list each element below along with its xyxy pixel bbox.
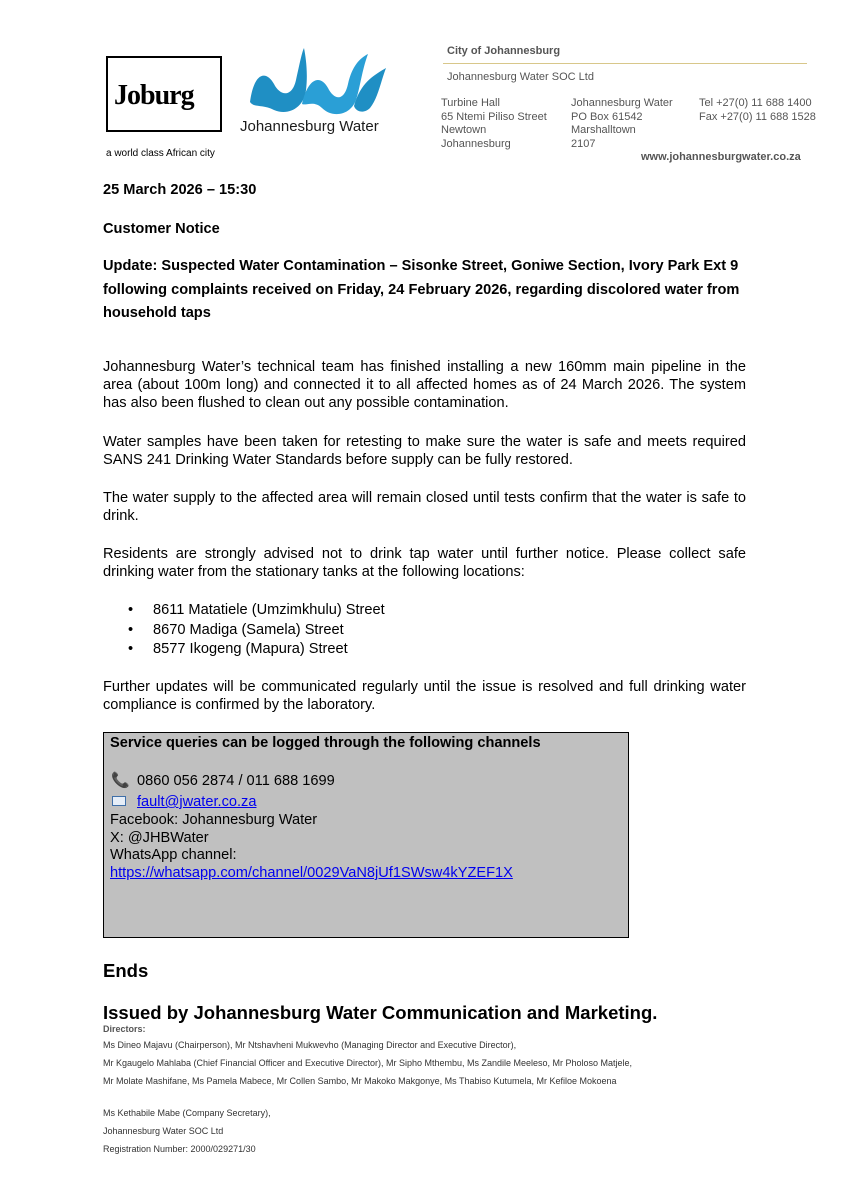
directors-line: Mr Molate Mashifane, Ms Pamela Mabece, Mr Collen Sambo, Mr Makoko Makgonye, Ms Thabiso Kutumela, Mr Kefiloe Mokoena <box>103 1076 617 1086</box>
service-x: X: @JHBWater <box>110 830 209 846</box>
footer-company: Johannesburg Water SOC Ltd <box>103 1126 224 1136</box>
service-facebook: Facebook: Johannesburg Water <box>110 812 318 828</box>
header-company: Johannesburg Water SOC Ltd <box>447 71 594 83</box>
service-whatsapp-link[interactable]: https://whatsapp.com/channel/0029VaN8jUf1SWsw4kYZEF1X <box>110 865 513 881</box>
header-address-street: Turbine Hall 65 Ntemi Piliso Street Newtown Johannesburg <box>441 97 547 150</box>
email-icon <box>112 796 126 806</box>
company-secretary: Ms Kethabile Mabe (Company Secretary), <box>103 1108 271 1118</box>
service-queries-title: Service queries can be logged through the following channels <box>110 735 541 751</box>
notice-issued-by: Issued by Johannesburg Water Communication and Marketing. <box>103 1002 658 1023</box>
service-phone: 0860 056 2874 / 011 688 1699 <box>137 773 335 789</box>
list-item: • 8577 Ikogeng (Mapura) Street <box>103 640 385 660</box>
header-city: City of Johannesburg <box>447 45 561 57</box>
notice-datetime: 25 March 2026 – 15:30 <box>103 182 257 198</box>
service-email-link[interactable]: fault@jwater.co.za <box>137 794 257 810</box>
service-whatsapp-label: WhatsApp channel: <box>110 847 237 863</box>
johannesburg-water-logo-name: Johannesburg Water <box>240 118 379 135</box>
directors-line: Ms Dineo Majavu (Chairperson), Mr Ntshavheni Mukwevho (Managing Director and Executive Director), <box>103 1040 517 1050</box>
header-divider <box>443 63 807 64</box>
header-website: www.johannesburgwater.co.za <box>641 151 801 163</box>
notice-paragraph: Water samples have been taken for retesting to make sure the water is safe and meets required SANS 241 Drinking Water Standards before supply can be fully restored. <box>103 434 746 468</box>
directors-title: Directors: <box>103 1024 146 1034</box>
notice-paragraph: Johannesburg Water’s technical team has finished installing a new 160mm main pipeline in the area (about 100m long) and connected it to all affected homes as of 24 March 2026. The system has also been flushed to clean out any possible contamination. <box>103 359 746 411</box>
notice-type: Customer Notice <box>103 221 220 237</box>
directors-line: Mr Kgaugelo Mahlaba (Chief Financial Officer and Executive Director), Mr Sipho Mthembu, Ms Zandile Meeleso, Mr Pholoso Matjele, <box>103 1058 633 1068</box>
notice-closing: Further updates will be communicated regularly until the issue is resolved and full drinking water compliance is confirmed by the laboratory. <box>103 679 746 713</box>
list-item: • 8611 Matatiele (Umzimkhulu) Street <box>103 601 385 621</box>
joburg-tagline: a world class African city <box>106 148 215 159</box>
notice-headline: Update: Suspected Water Contamination – Sisonke Street, Goniwe Section, Ivory Park Ext 9 following complaints received on Friday, 24 February 2026, regarding discolored water from household taps <box>103 258 740 321</box>
phone-icon: 📞 <box>111 772 130 789</box>
header-contact-numbers: Tel +27(0) 11 688 1400 Fax +27(0) 11 688 1528 <box>699 97 816 123</box>
joburg-logo-text: Joburg <box>114 80 194 111</box>
notice-ends: Ends <box>103 960 149 981</box>
list-item: • 8670 Madiga (Samela) Street <box>103 621 385 641</box>
notice-paragraph: The water supply to the affected area will remain closed until tests confirm that the water is safe to drink. <box>103 490 746 524</box>
johannesburg-water-logo-icon <box>244 44 392 124</box>
registration-number: Registration Number: 2000/029271/30 <box>103 1144 256 1154</box>
header-address-postal: Johannesburg Water PO Box 61542 Marshalltown 2107 <box>571 97 673 150</box>
notice-paragraph: Residents are strongly advised not to drink tap water until further notice. Please collect safe drinking water from the stationary tanks at the following locations: <box>103 546 746 580</box>
tank-locations-list <box>103 601 385 660</box>
